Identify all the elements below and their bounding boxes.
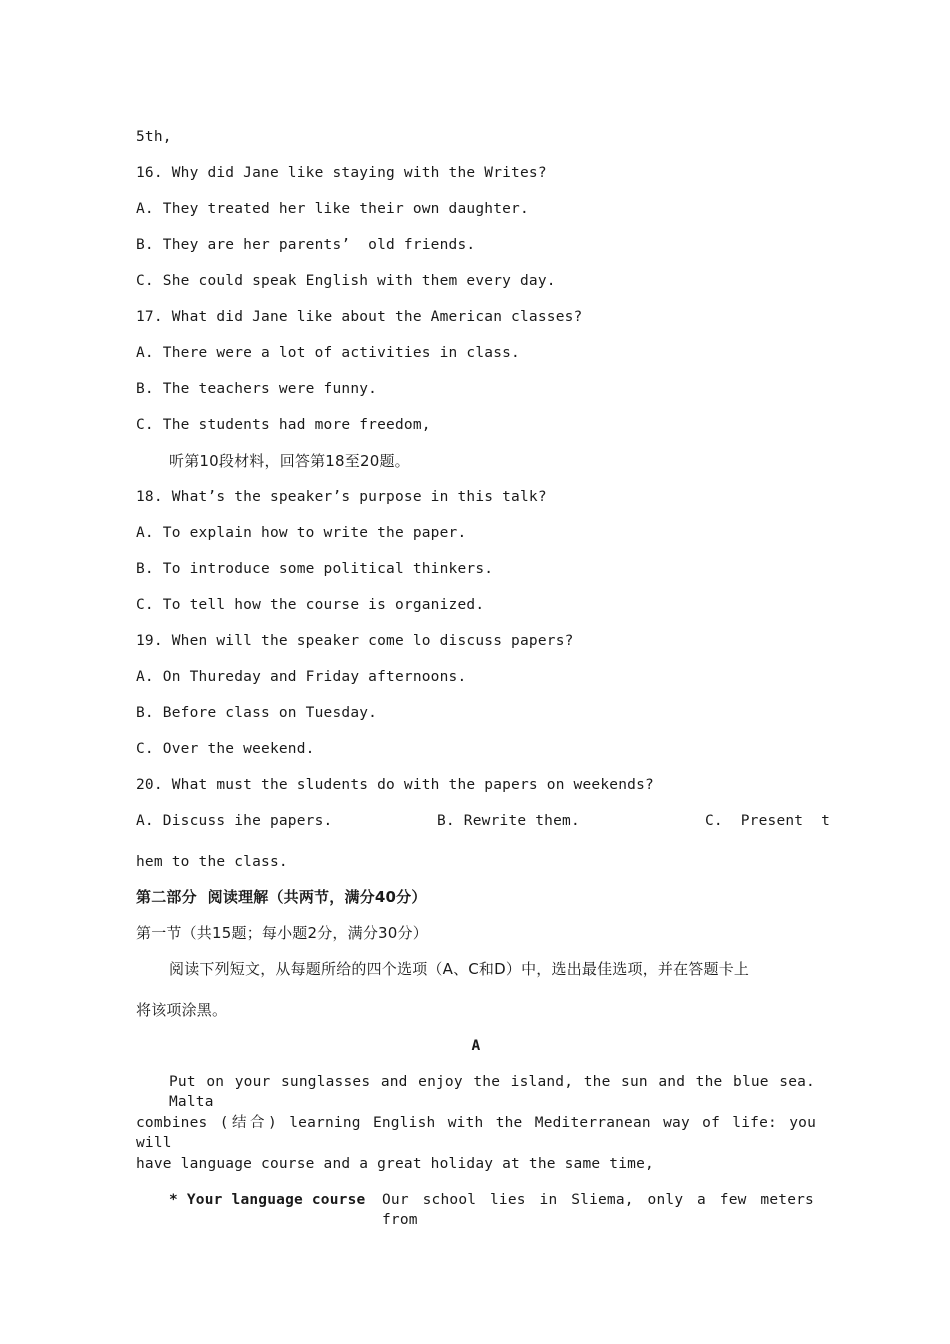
- text-line: 5th,: [136, 129, 172, 145]
- option-18b: B. To introduce some political thinkers.: [136, 561, 494, 577]
- option-20c-continued: hem to the class.: [136, 854, 288, 870]
- question-20: 20. What must the sludents do with the papers on weekends?: [136, 777, 654, 793]
- option-17b: B. The teachers were funny.: [136, 381, 378, 397]
- option-20a: A. Discuss ihe papers.: [136, 813, 333, 829]
- option-18c: C. To tell how the course is organized.: [136, 597, 485, 613]
- passage-label: A: [471, 1038, 481, 1054]
- question-18: 18. What’s the speaker’s purpose in this talk?: [136, 489, 547, 505]
- option-20b: B. Rewrite them.: [437, 813, 580, 829]
- language-course-heading: * Your language course: [169, 1192, 366, 1208]
- option-17a: A. There were a lot of activities in class.: [136, 345, 520, 361]
- reading-instruction: 阅读下列短文，从每题所给的四个选项（A、C和D）中，选出最佳选项，并在答题卡上: [169, 960, 750, 978]
- question-16: 16. Why did Jane like staying with the Writes?: [136, 165, 547, 181]
- option-16a: A. They treated her like their own daughter.: [136, 201, 529, 217]
- passage-paragraph-line: Put on your sunglasses and enjoy the island, the sun and the blue sea. Malta: [169, 1074, 815, 1110]
- passage-paragraph-line: combines (结合) learning English with the Mediterranean way of life: you will: [136, 1115, 816, 1151]
- reading-instruction-continued: 将该项涂黑。: [136, 1001, 228, 1019]
- question-17: 17. What did Jane like about the American classes?: [136, 309, 583, 325]
- option-19c: C. Over the weekend.: [136, 741, 315, 757]
- listening-instruction: 听第10段材料，回答第18至20题。: [169, 452, 410, 470]
- option-19a: A. On Thureday and Friday afternoons.: [136, 669, 467, 685]
- option-16c: C. She could speak English with them every day.: [136, 273, 556, 289]
- section-one-heading: 第一节（共15题；每小题2分，满分30分）: [136, 924, 428, 942]
- passage-paragraph-line: have language course and a great holiday at the same time,: [136, 1156, 654, 1172]
- question-19: 19. When will the speaker come lo discuss papers?: [136, 633, 574, 649]
- option-17c: C. The students had more freedom,: [136, 417, 431, 433]
- option-18a: A. To explain how to write the paper.: [136, 525, 467, 541]
- option-16b: B. They are her parents’ old friends.: [136, 237, 476, 253]
- option-20c: C. Present t: [705, 813, 831, 829]
- passage-paragraph-line: Our school lies in Sliema, only a few meters from: [382, 1192, 814, 1228]
- option-19b: B. Before class on Tuesday.: [136, 705, 378, 721]
- part-two-heading: 第二部分 阅读理解（共两节，满分40分）: [136, 888, 427, 906]
